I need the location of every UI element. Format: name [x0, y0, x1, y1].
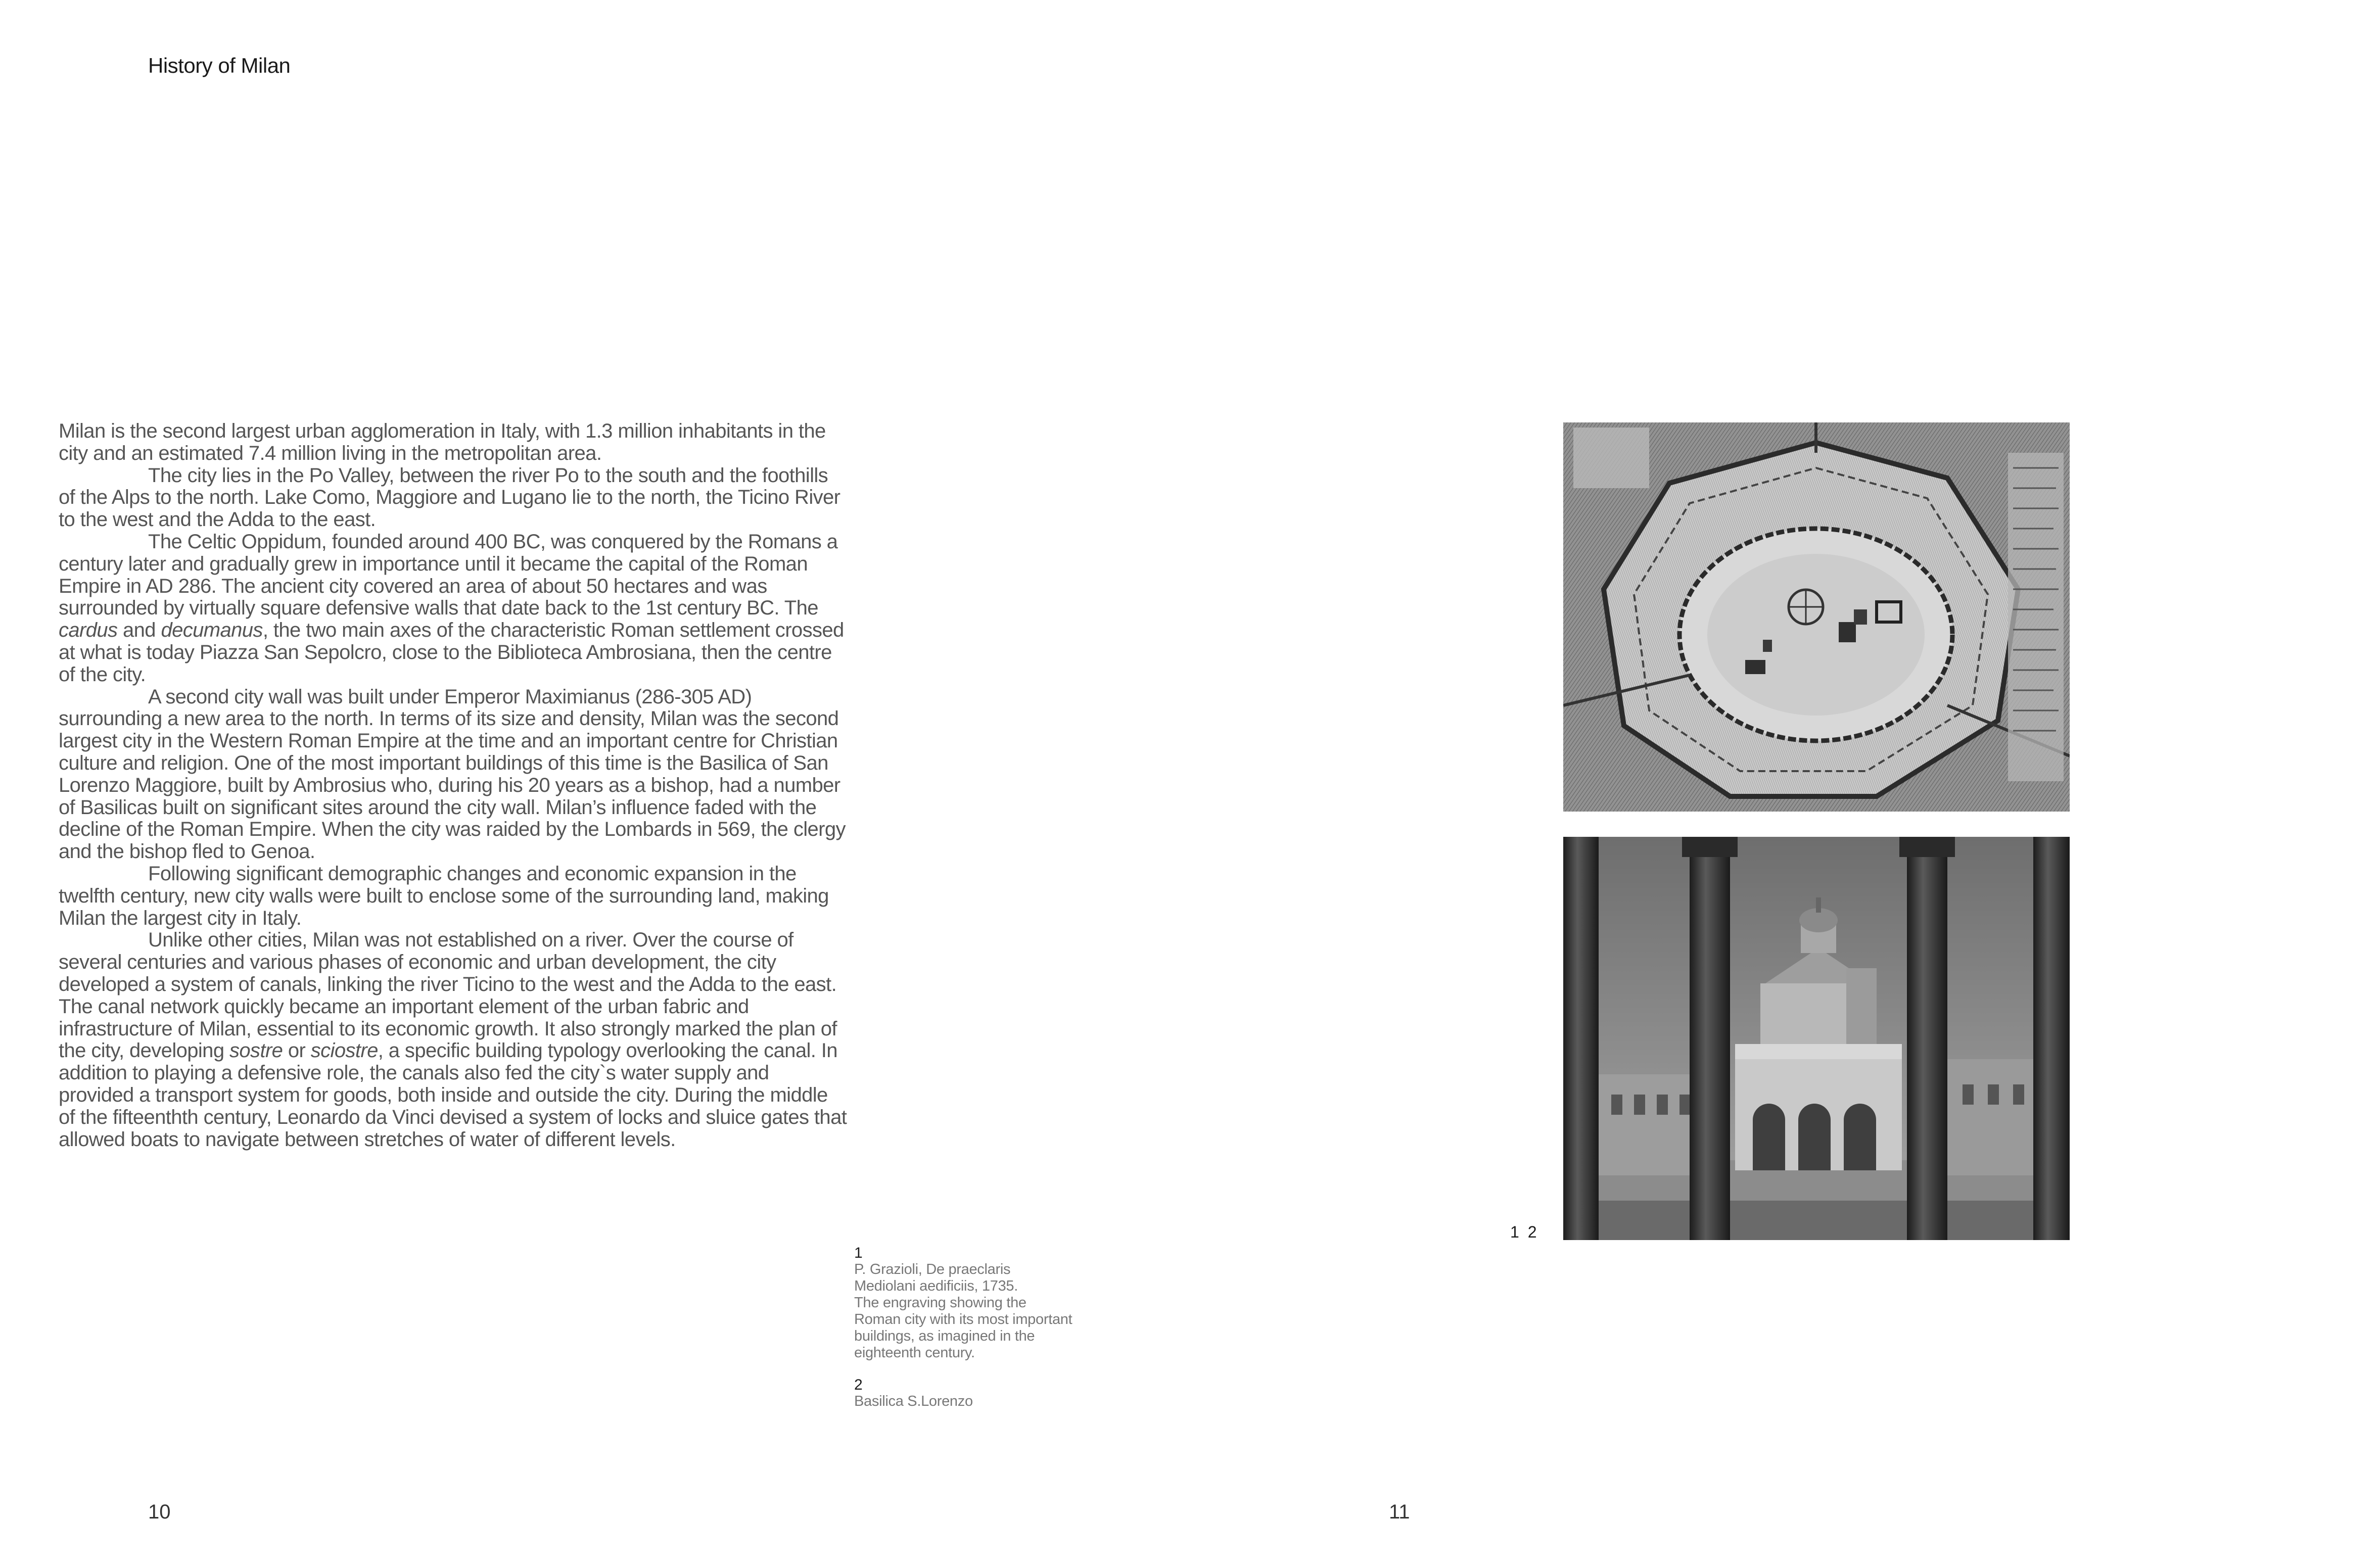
- text-segment: Following significant demographic changes and economic expansion in the twelfth century, new city walls were built to enclose some of the surrounding land, making Milan the largest city in Italy.: [59, 862, 829, 929]
- caption: [854, 1377, 1117, 1410]
- caption-line: Mediolani aedificiis, 1735.: [854, 1278, 1018, 1294]
- body-paragraph: [59, 420, 847, 465]
- italic-term: decumanus: [161, 619, 263, 642]
- text-segment: or: [283, 1039, 311, 1062]
- caption-line: P. Grazioli, De praeclaris: [854, 1261, 1011, 1277]
- text-segment: Milan is the second largest urban agglomeration in Italy, with 1.3 million inhabitants in the city and an estimated 7.4 million living in the metropolitan area.: [59, 420, 826, 464]
- running-header: History of Milan: [148, 54, 291, 77]
- figure-index: 1 2: [1510, 1223, 1539, 1241]
- body-text: [59, 420, 847, 1151]
- body-paragraph: [59, 929, 847, 1151]
- basilica-photograph: [1563, 837, 2070, 1240]
- caption: [854, 1245, 1117, 1361]
- page-number-right: 11: [1389, 1501, 1410, 1523]
- text-segment: and: [117, 619, 161, 642]
- caption-number: 2: [854, 1377, 863, 1393]
- text-segment: , the two main axes of the characteristic Roman settlement crossed at what is today Piazza San Sepolcro, close to the Biblioteca Ambrosiana, then the centre of the city.: [59, 619, 844, 686]
- engraving-illustration: [1563, 422, 2070, 812]
- italic-term: cardus: [59, 619, 118, 642]
- figure-captions: [854, 1245, 1117, 1425]
- body-paragraph: [59, 465, 847, 531]
- text-segment: , a specific building typology overlooking the canal. In addition to playing a defensive role, the canals also fed the city`s water supply and provided a transport system for goods, both inside and outside the city. During the middle of the fifteenthth century, Leonardo da Vinci devised a system of locks and sluice gates that allowed boats to navigate between stretches of water of different levels.: [59, 1039, 847, 1151]
- italic-term: sostre: [229, 1039, 283, 1062]
- caption-line: buildings, as imagined in the: [854, 1328, 1035, 1344]
- body-paragraph: [59, 686, 847, 863]
- caption-line: The engraving showing the: [854, 1295, 1026, 1311]
- text-segment: The city lies in the Po Valley, between the river Po to the south and the foothills of the Alps to the north. Lake Como, Maggiore and Lugano lie to the north, the Ticino River to the west and the Adda to the east.: [59, 464, 841, 531]
- caption-line: eighteenth century.: [854, 1345, 975, 1361]
- page-number-left: 10: [148, 1501, 171, 1523]
- caption-line: Roman city with its most important: [854, 1311, 1072, 1327]
- caption-line: Basilica S.Lorenzo: [854, 1393, 973, 1409]
- italic-term: sciostre: [310, 1039, 378, 1062]
- text-segment: Unlike other cities, Milan was not established on a river. Over the course of several centuries and various phases of economic and urban development, the city developed a system of canals, linking the river Ticino to the west and the Adda to the east. The canal network quickly became an important element of the urban fabric and infrastructure of Milan, essential to its economic growth. It also strongly marked the plan of the city, developing: [59, 929, 837, 1062]
- body-paragraph: [59, 863, 847, 929]
- caption-number: 1: [854, 1245, 863, 1261]
- basilica-san-lorenzo-photo: [1563, 837, 2070, 1240]
- text-segment: A second city wall was built under Emperor Maximianus (286-305 AD) surrounding a new area to the north. In terms of its size and density, Milan was the second largest city in the Western Roman Empire at the time and an important centre for Christian culture and religion. One of the most important buildings of this time is the Basilica of San Lorenzo Maggiore, built by Ambrosius who, during his 20 years as a bishop, had a number of Basilicas built on significant sites around the city wall. Milan’s influence faded with the decline of the Roman Empire. When the city was raided by the Lombards in 569, the clergy and the bishop fled to Genoa.: [59, 685, 846, 863]
- text-segment: The Celtic Oppidum, founded around 400 BC, was conquered by the Romans a century later and gradually grew in importance until it became the capital of the Roman Empire in AD 286. The ancient city covered an area of about 50 hectares and was surrounded by virtually square defensive walls that date back to the 1st century BC. The: [59, 530, 838, 620]
- body-paragraph: [59, 531, 847, 686]
- engraving-roman-milan-image: [1563, 422, 2070, 812]
